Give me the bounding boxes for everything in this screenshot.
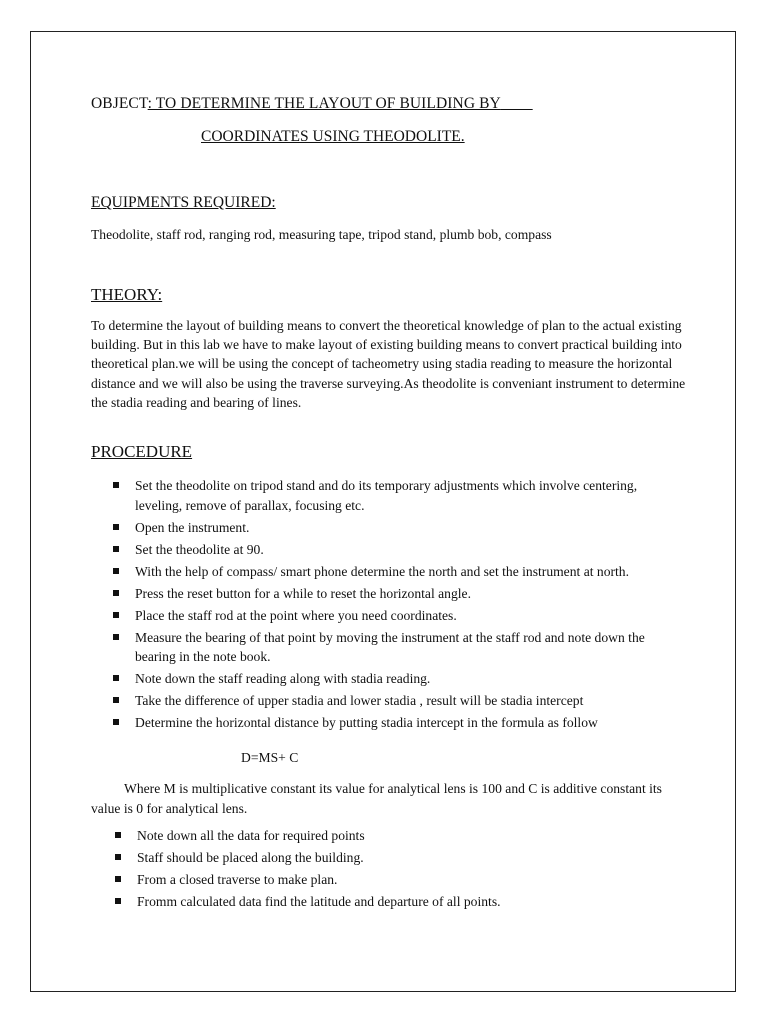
list-item-text: Set the theodolite at 90. xyxy=(135,541,264,557)
bullet-icon xyxy=(113,634,119,640)
list-item-text: Press the reset button for a while to reset the horizontal angle. xyxy=(135,585,471,601)
object-title-line2: COORDINATES USING THEODOLITE. xyxy=(201,128,465,145)
list-item xyxy=(113,562,673,582)
object-title-line1 xyxy=(91,95,533,113)
list-item xyxy=(113,540,673,560)
list-item-text: Staff should be placed along the building. xyxy=(137,850,364,865)
theory-heading: THEORY: xyxy=(91,285,163,304)
theory-text: To determine the layout of building means to convert the theoretical knowledge of plan to the actual existing building. But in this lab we have to make layout of existing building means to convert practical building into theoretical plan.we will be using the concept of tacheometry using stadia reading to measure the horizontal distance and we will also be using the traverse surveying.As theodolite is conveniant instrument to determine the stadia reading and bearing of lines. xyxy=(91,318,686,410)
bullet-icon xyxy=(113,612,119,618)
list-item-text: Set the theodolite on tripod stand and do its temporary adjustments which involve centering, leveling, remove of parallax, focusing etc. xyxy=(135,478,638,513)
list-item-text: Open the instrument. xyxy=(135,519,250,535)
bullet-icon xyxy=(115,854,121,860)
list-item xyxy=(113,518,673,538)
list-item xyxy=(113,628,673,667)
list-item xyxy=(115,826,675,846)
bullet-icon xyxy=(113,675,119,681)
procedure-heading: PROCEDURE xyxy=(91,442,193,461)
list-item xyxy=(113,669,673,689)
list-item xyxy=(113,606,673,626)
list-item-text: Note down the staff reading along with stadia reading. xyxy=(135,671,431,686)
list-item xyxy=(115,848,675,868)
list-item xyxy=(115,892,675,912)
list-item xyxy=(115,870,675,890)
bullet-icon xyxy=(115,876,121,882)
procedure-notes xyxy=(115,826,675,914)
list-item-text: Determine the horizontal distance by putting stadia intercept in the formula as follow xyxy=(135,715,598,730)
where-text: Where M is multiplicative constant its value for analytical lens is 100 and C is additive constant its value is 0 for analytical lens. xyxy=(91,781,662,816)
object-label: OBJECT xyxy=(91,95,148,112)
list-item xyxy=(113,584,673,604)
procedure-steps xyxy=(113,476,673,735)
list-item-text: Fromm calculated data find the latitude and departure of all points. xyxy=(137,894,501,909)
list-item-text: Note down all the data for required points xyxy=(137,828,365,843)
bullet-icon xyxy=(113,719,119,725)
equipment-text: Theodolite, staff rod, ranging rod, measuring tape, tripod stand, plumb bob, compass xyxy=(91,227,552,242)
list-item-text: Measure the bearing of that point by moving the instrument at the staff rod and note down the bearing in the note book. xyxy=(135,629,645,664)
object-title: : TO DETERMINE THE LAYOUT OF BUILDING BY xyxy=(147,95,501,112)
bullet-icon xyxy=(113,546,119,552)
list-item xyxy=(113,691,673,711)
bullet-icon xyxy=(113,590,119,596)
list-item xyxy=(113,476,673,515)
list-item-text: From a closed traverse to make plan. xyxy=(137,872,338,887)
list-item-text: Take the difference of upper stadia and lower stadia , result will be stadia intercept xyxy=(135,693,584,708)
bullet-icon xyxy=(113,482,119,488)
bullet-icon xyxy=(113,524,119,530)
equipment-heading: EQUIPMENTS REQUIRED: xyxy=(91,194,276,211)
list-item xyxy=(113,713,673,733)
bullet-icon xyxy=(115,832,121,838)
list-item-text: With the help of compass/ smart phone determine the north and set the instrument at north. xyxy=(135,563,629,579)
bullet-icon xyxy=(113,568,119,574)
bullet-icon xyxy=(113,697,119,703)
bullet-icon xyxy=(115,898,121,904)
list-item-text: Place the staff rod at the point where you need coordinates. xyxy=(135,607,457,623)
formula: D=MS+ C xyxy=(241,750,299,765)
